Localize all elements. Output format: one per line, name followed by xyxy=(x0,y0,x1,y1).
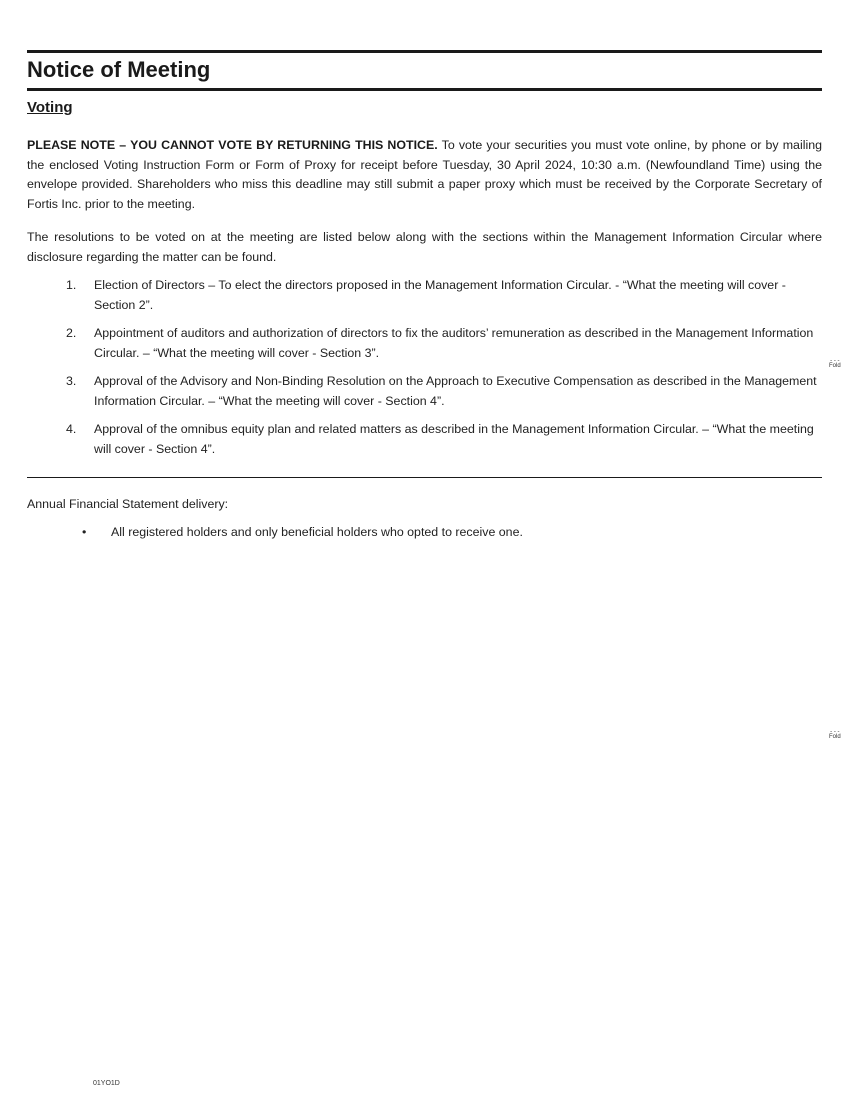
resolution-text: Approval of the omnibus equity plan and related matters as described in the Management Information Circular. – “What the meeting will cover - Section 4”. xyxy=(94,422,814,456)
voting-notice-text: To vote your securities you must vote online, by phone or by mailing the enclosed Voting Instruction Form or Form of Proxy for receipt before Tuesday, 30 April 2024, 10:30 a.m. (Newfoundland Time) using the envelope provided. Shareholders who miss this deadline may still submit a paper proxy which must be received by the Corporate Secretary of Fortis Inc. prior to the meeting. xyxy=(27,138,822,211)
section-divider-rule xyxy=(27,477,822,478)
voting-notice-paragraph xyxy=(27,136,822,214)
resolutions-list xyxy=(66,276,822,468)
resolution-item-3 xyxy=(66,372,822,411)
delivery-bullet-item xyxy=(82,523,523,542)
bullet-icon: • xyxy=(82,525,87,539)
resolution-text: Approval of the Advisory and Non-Binding Resolution on the Approach to Executive Compensation as described in the Management Information Circular. – “What the meeting will cover - Section 4”. xyxy=(94,374,817,408)
resolutions-intro-paragraph: The resolutions to be voted on at the meeting are listed below along with the sections within the Management Information Circular where disclosure regarding the matter can be found. xyxy=(27,230,822,264)
fold-label: Fold xyxy=(829,734,841,740)
resolution-item-2 xyxy=(66,324,822,363)
fold-mark-lower xyxy=(829,731,841,741)
fold-dash-marks: - - - xyxy=(830,729,840,735)
resolution-number: 4. xyxy=(66,422,77,436)
voting-notice-bold: PLEASE NOTE – YOU CANNOT VOTE BY RETURNING THIS NOTICE. xyxy=(27,138,438,152)
footer-document-code: 01YO1D xyxy=(93,1080,120,1087)
page-title: Notice of Meeting xyxy=(27,57,211,82)
resolution-number: 3. xyxy=(66,374,77,388)
resolution-item-4 xyxy=(66,420,822,459)
fold-mark-upper xyxy=(829,360,841,370)
title-underline-rule xyxy=(27,88,822,91)
resolution-text: Election of Directors – To elect the directors proposed in the Management Information Circular. - “What the meeting will cover - Section 2”. xyxy=(94,278,786,312)
fold-dash-marks: - - - xyxy=(830,358,840,364)
fold-label: Fold xyxy=(829,363,841,369)
delivery-item-text: All registered holders and only beneficial holders who opted to receive one. xyxy=(111,525,523,539)
section-heading-voting: Voting xyxy=(27,99,73,116)
resolution-number: 1. xyxy=(66,278,77,292)
top-rule xyxy=(27,50,822,53)
resolution-number: 2. xyxy=(66,326,77,340)
resolution-item-1 xyxy=(66,276,822,315)
delivery-label: Annual Financial Statement delivery: xyxy=(27,497,229,511)
resolution-text: Appointment of auditors and authorization of directors to fix the auditors’ remuneration as described in the Management Information Circular. – “What the meeting will cover - Section 3”. xyxy=(94,326,814,360)
